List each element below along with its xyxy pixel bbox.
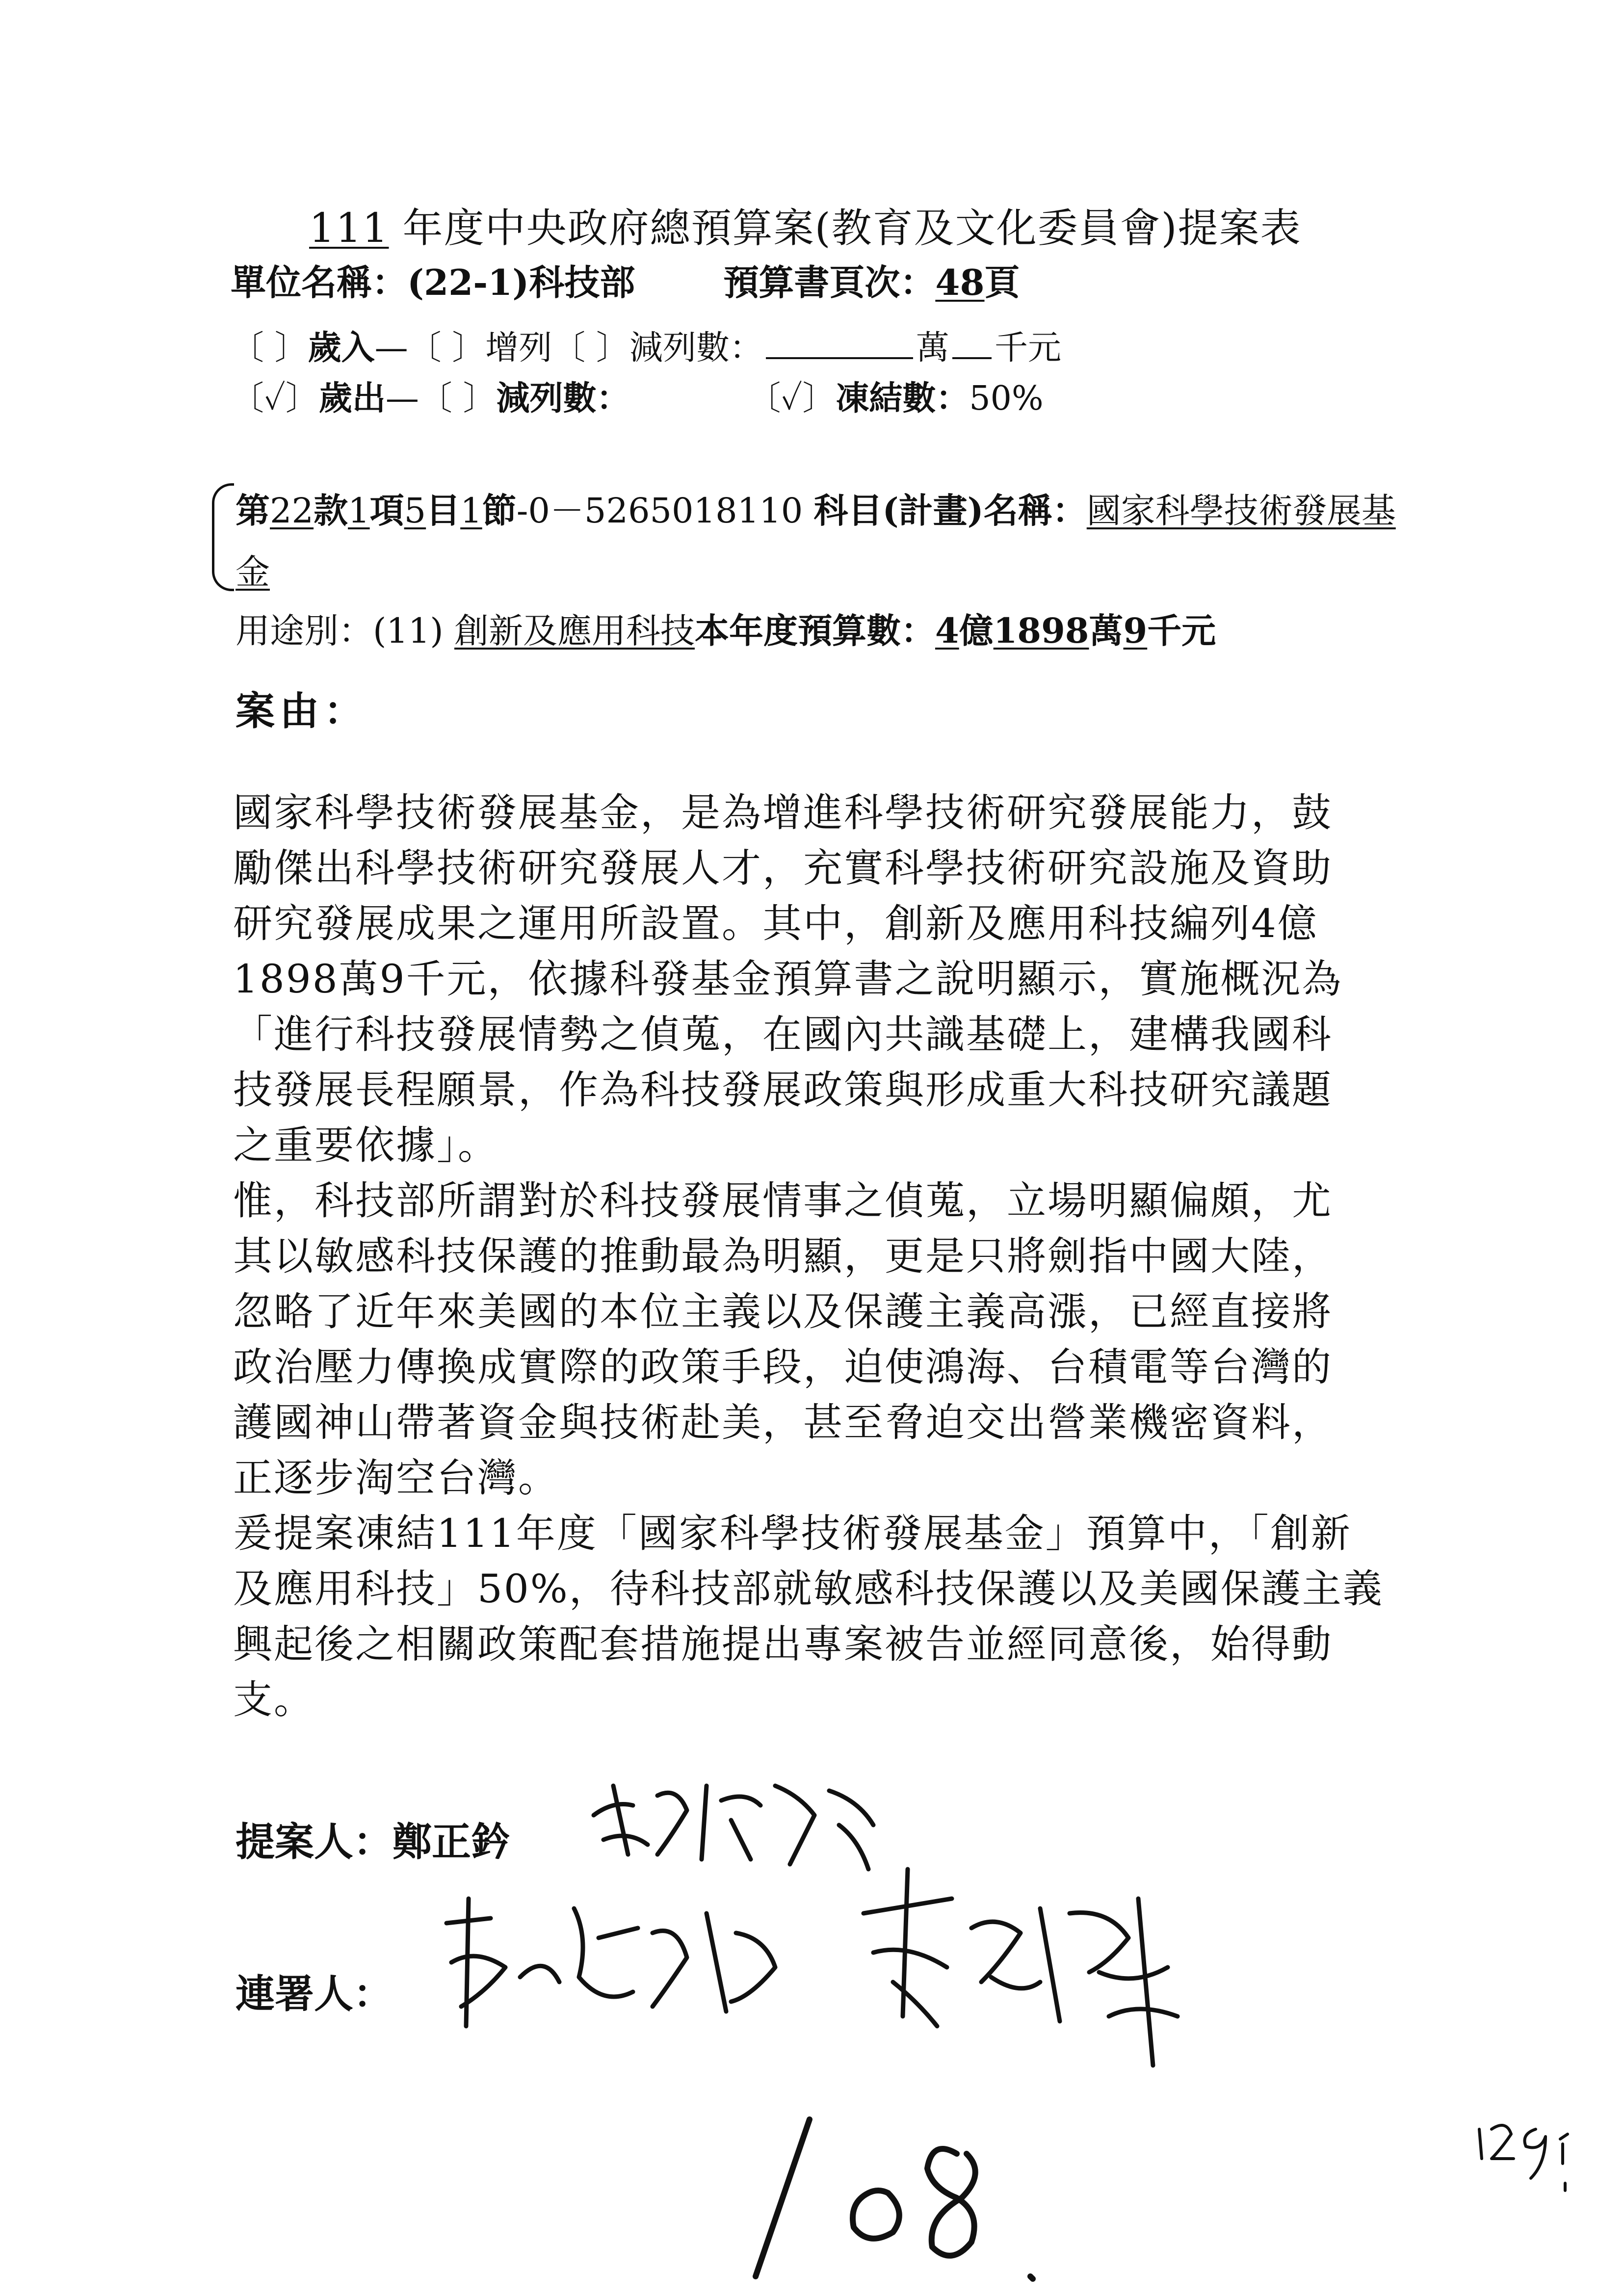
- cosigner-line: [236, 1962, 393, 2019]
- reason-paragraph-2: 惟，科技部所謂對於科技發展情事之偵蒐，立場明顯偏頗，尤 其以敏感科技保護的推動最為明顯，更是只將劍指中國大陸， 忽略了近年來美國的本位主義以及保護主義高漲，已經直接將 政治壓力傳換成實際的政策手段，迫使鴻海、台積電等台灣的 護國神山帶著資金與技術赴美，甚至脅迫交出營業機密資料， 正逐步淘空台灣。: [233, 1178, 1333, 1501]
- expense-checkbox-checked: 〔✓〕: [231, 379, 319, 418]
- unit-line: [231, 254, 1020, 305]
- reason-body: [233, 785, 1425, 1727]
- account-xiang: 1: [348, 491, 370, 531]
- account-bracket: [212, 483, 234, 591]
- account-xiang-label: 項: [369, 490, 404, 531]
- revenue-checkbox: 〔 〕: [231, 329, 308, 367]
- title-text: 年度中央政府總預算案(教育及文化委員會)提案表: [389, 205, 1302, 252]
- account-mu-label: 目: [426, 490, 461, 531]
- usage-value: 創新及應用科技: [454, 611, 695, 651]
- page-mark-129: [1472, 2110, 1580, 2198]
- title-year: 111: [309, 205, 389, 252]
- account-line: [236, 483, 1396, 533]
- freeze-value: 50%: [969, 379, 1044, 418]
- handwritten-number-text: 108.: [981, 2105, 993, 2110]
- freeze-label: 凍結數：: [836, 379, 969, 418]
- expense-option-line: [231, 372, 1044, 419]
- amount-blank: [766, 330, 913, 359]
- account-mu: 5: [404, 491, 426, 531]
- unit-value: (22-1)科技部: [407, 261, 635, 303]
- qian-blank: [952, 330, 992, 359]
- cosigner-label: 連署人：: [236, 1971, 393, 2017]
- page-label: 預算書頁次：: [723, 261, 936, 303]
- revenue-label: 歲入: [308, 328, 375, 367]
- revenue-dash: —〔 〕: [374, 329, 486, 367]
- account-kuan: 22: [270, 491, 314, 531]
- account-jie: 1: [460, 491, 482, 531]
- account-name-value: 國家科學技術發展基: [1086, 491, 1396, 531]
- reason-label: 案由：: [236, 688, 368, 734]
- freeze-checkbox-checked: 〔✓〕: [747, 379, 836, 418]
- revenue-decrease-checkbox: 〔 〕: [552, 329, 629, 367]
- reason-paragraph-3: 爰提案凍結111年度「國家科學技術發展基金」預算中，「創新 及應用科技」50%，待科技部就敏感科技保護以及美國保護主義 興起後之相關政策配套措施提出專案被告並經同意後，始得動 支。: [233, 1511, 1384, 1722]
- proposer-name: 鄭正鈐: [393, 1819, 510, 1865]
- budget-qian-label: 千元: [1147, 610, 1216, 651]
- account-di: 第: [236, 490, 270, 531]
- account-name-value-cont: 金: [236, 552, 270, 592]
- account-code: -0－5265018110: [516, 491, 803, 531]
- usage-label: 用途別：(11): [236, 611, 444, 651]
- unit-label: 單位名稱：: [231, 261, 408, 303]
- revenue-option-line: [231, 321, 1061, 369]
- wan-unit: 萬: [916, 329, 949, 367]
- expense-decrease-label: 減列數：: [496, 379, 630, 418]
- qian-unit: 千元: [994, 329, 1061, 367]
- page-value: 48: [935, 261, 985, 303]
- proposer-label: 提案人：: [236, 1819, 393, 1865]
- account-name-label: 科目(計畫)名稱：: [813, 490, 1087, 531]
- page-suffix: 頁: [984, 261, 1020, 303]
- proposer-line: [236, 1810, 510, 1867]
- account-kuan-label: 款: [314, 490, 348, 531]
- budget-qian: 9: [1123, 610, 1148, 651]
- usage-line: [236, 603, 1216, 653]
- revenue-decrease-label: 減列數：: [629, 329, 763, 367]
- cosigner-signature-1: [432, 1879, 805, 2046]
- budget-wan: 1898: [993, 610, 1089, 651]
- expense-label: 歲出: [318, 379, 386, 418]
- budget-yi: 4: [935, 610, 959, 651]
- account-line-wrap: [236, 545, 270, 594]
- budget-yi-label: 億: [959, 610, 994, 651]
- budget-label: 本年度預算數：: [694, 610, 935, 651]
- reason-paragraph-1: 國家科學技術發展基金，是為增進科學技術研究發展能力，鼓 勵傑出科學技術研究發展人才，充實科學技術研究設施及資助 研究發展成果之運用所設置。其中，創新及應用科技編列4億 1898萬9千元，依據科發基金預算書之說明顯示，實施概況為 「進行科技發展情勢之偵蒐，在國內共識基礎上，建構我國科 技發展長程願景，作為科技發展政策與形成重大科技研究議題 之重要依據」。: [233, 790, 1343, 1168]
- expense-dash: —〔 〕: [385, 379, 497, 418]
- budget-wan-label: 萬: [1089, 610, 1124, 651]
- form-title: [309, 196, 1302, 254]
- page-mark-text: 129: [1496, 2105, 1506, 2110]
- cosigner-signature-2: [834, 1854, 1187, 2090]
- revenue-increase-label: 增列: [485, 329, 552, 367]
- account-jie-label: 節: [482, 490, 517, 531]
- handwritten-number-108: [736, 2110, 1079, 2296]
